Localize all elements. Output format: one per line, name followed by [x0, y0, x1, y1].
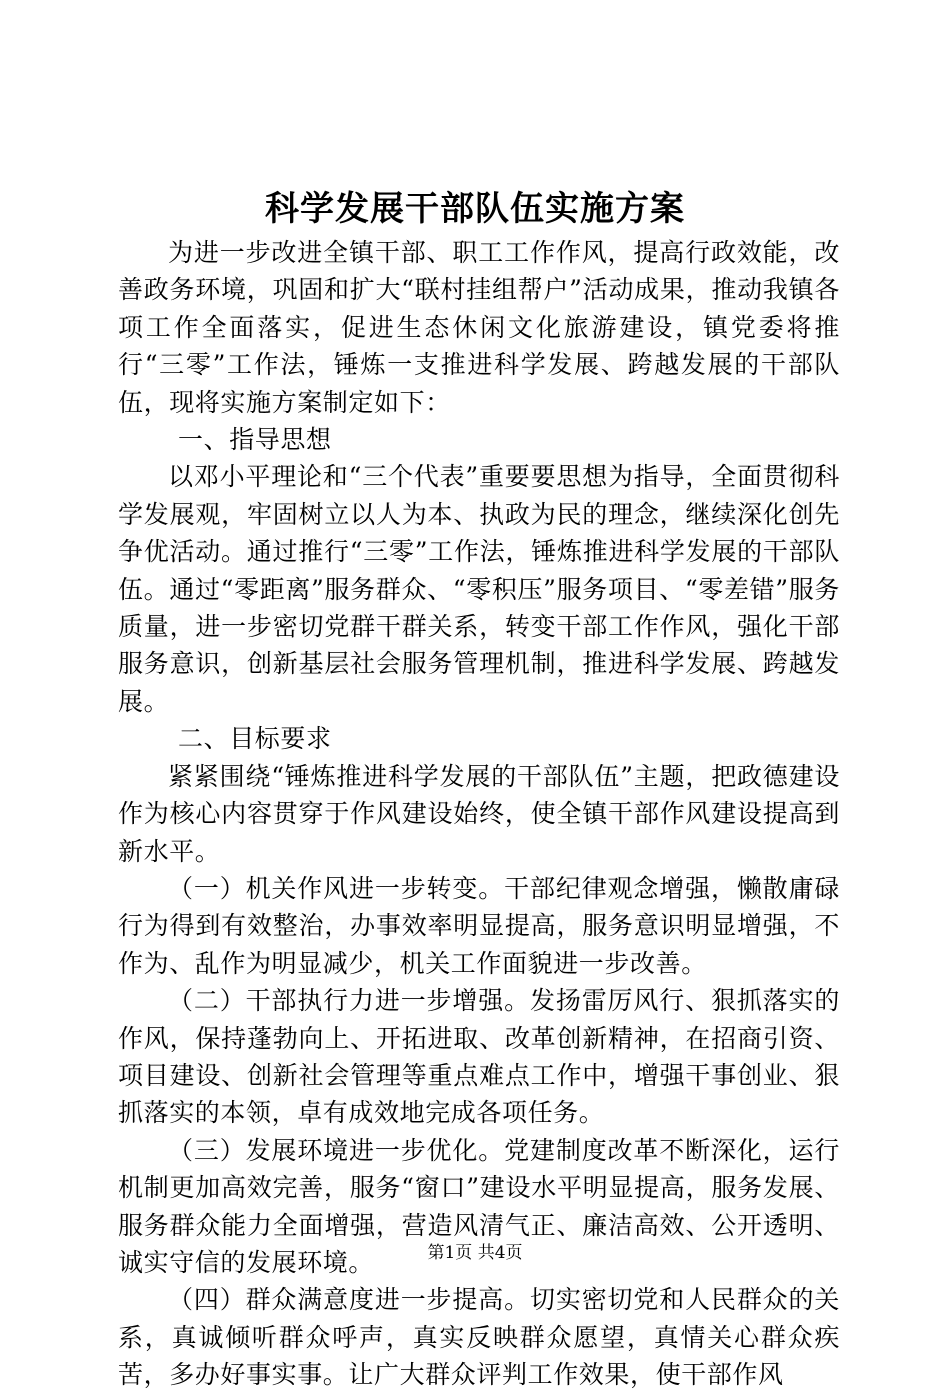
- goals-paragraph: 紧紧围绕“锤炼推进科学发展的干部队伍”主题，把政德建设作为核心内容贯穿于作风建设始终，使全镇干部作风建设提高到新水平。: [118, 761, 840, 866]
- section-heading-goals: 二、目标要求: [178, 724, 332, 754]
- document-title: 科学发展干部队伍实施方案: [265, 189, 685, 229]
- intro-paragraph: 为进一步改进全镇干部、职工工作作风，提高行政效能，改善政务环境，巩固和扩大“联村挂组帮户”活动成果，推动我镇各项工作全面落实，促进生态休闲文化旅游建设，镇党委将推行“三零”工作法，锤炼一支推进科学发展、跨越发展的干部队伍，现将实施方案制定如下：: [118, 238, 840, 417]
- goal-item-3: （三）发展环境进一步优化。党建制度改革不断深化，运行机制更加高效完善，服务“窗口”建设水平明显提高，服务发展、服务群众能力全面增强，营造风清气正、廉洁高效、公开透明、诚实守信的发展环境。: [118, 1135, 840, 1277]
- guiding-thought-paragraph: 以邓小平理论和“三个代表”重要要思想为指导，全面贯彻科学发展观，牢固树立以人为本、执政为民的理念，继续深化创先争优活动。通过推行“三零”工作法，锤炼推进科学发展的干部队伍。通过“零距离”服务群众、“零积压”服务项目、“零差错”服务质量，进一步密切党群干群关系，转变干部工作作风，强化干部服务意识，创新基层社会服务管理机制，推进科学发展、跨越发展。: [118, 462, 840, 716]
- goal-item-1: （一）机关作风进一步转变。干部纪律观念增强，懒散庸碌行为得到有效整治，办事效率明显提高，服务意识明显增强，不作为、乱作为明显减少，机关工作面貌进一步改善。: [118, 873, 840, 978]
- page-number-footer: 第1页 共4页: [427, 1243, 523, 1263]
- section-heading-guiding-thought: 一、指导思想: [178, 425, 332, 455]
- goal-item-4: （四）群众满意度进一步提高。切实密切党和人民群众的关系，真诚倾听群众呼声，真实反映群众愿望，真情关心群众疾苦，多办好事实事。让广大群众评判工作效果，使干部作风: [118, 1285, 840, 1390]
- document-body: [118, 234, 840, 1394]
- goal-item-2: （二）干部执行力进一步增强。发扬雷厉风行、狠抓落实的作风，保持蓬勃向上、开拓进取、改革创新精神，在招商引资、项目建设、创新社会管理等重点难点工作中，增强干事创业、狠抓落实的本领，卓有成效地完成各项任务。: [118, 986, 840, 1128]
